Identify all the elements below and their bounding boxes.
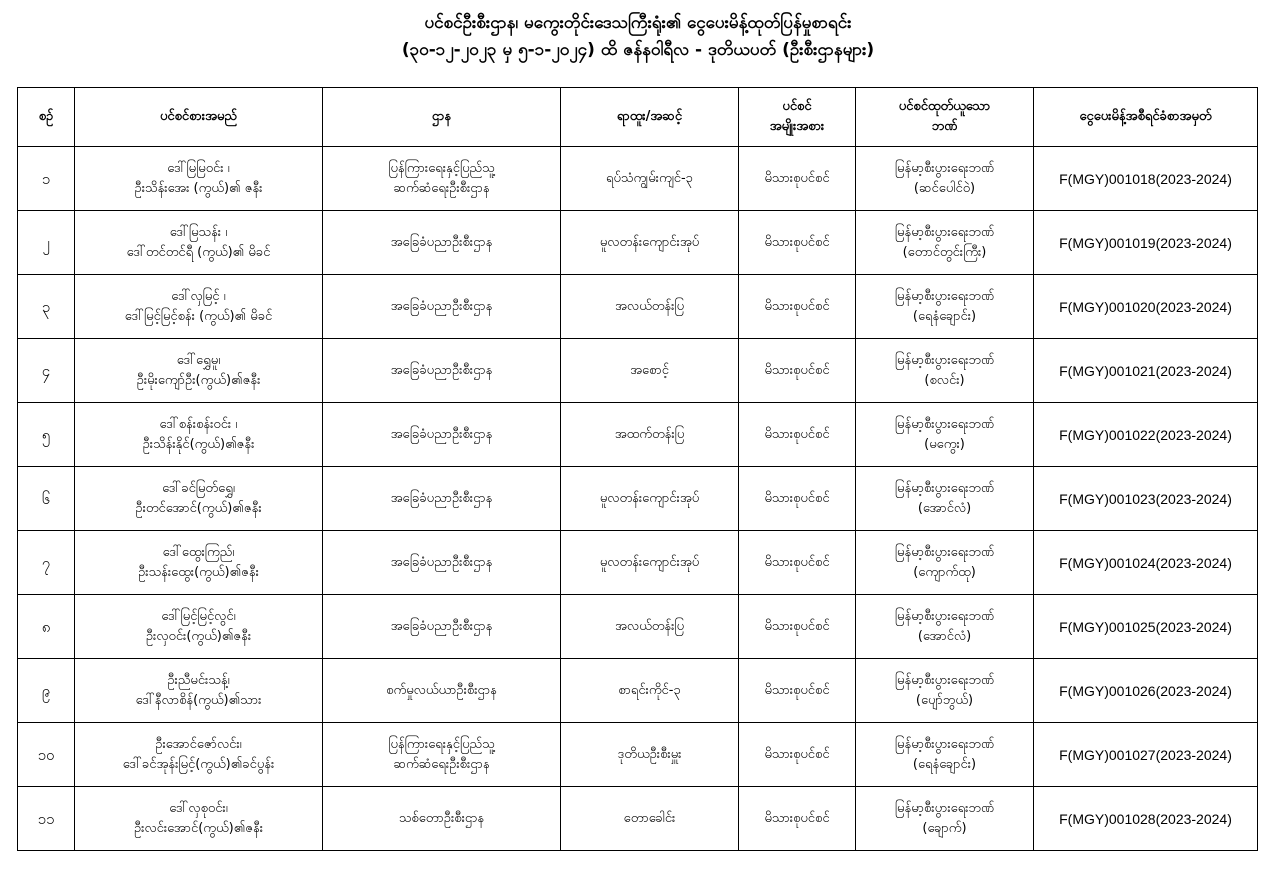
cell-pensioner-name <box>75 147 323 211</box>
department-line1: အခြေခံပညာဦးစီးဌာန <box>390 426 493 442</box>
pensioner-relation: ဦးလင်းအောင်(ကွယ်)၏ဇနီး <box>133 820 264 836</box>
cell-no: ၇ <box>18 531 75 595</box>
cell-no: ၁ <box>18 147 75 211</box>
bank-name: မြန်မာ့စီးပွားရေးဘဏ် <box>894 544 995 560</box>
department-line2: ဆက်ဆံရေးဦးစီးဌာန <box>393 180 490 196</box>
table-row <box>18 403 1258 467</box>
cell-report-number: F(MGY)001022(2023-2024) <box>1034 403 1258 467</box>
cell-bank <box>856 275 1034 339</box>
pensioner-relation: ဒေါ်ခင်အုန်းမြင့်(ကွယ်)၏ခင်ပွန်း <box>122 756 275 772</box>
cell-bank <box>856 659 1034 723</box>
cell-bank <box>856 467 1034 531</box>
col-header-name: ပင်စင်စားအမည် <box>75 88 323 147</box>
cell-pension-type: မိသားစုပင်စင် <box>739 787 856 851</box>
table-row <box>18 275 1258 339</box>
cell-rank: စာရင်းကိုင်-၃ <box>561 659 739 723</box>
bank-branch: (မကွေး) <box>924 436 965 452</box>
cell-pensioner-name <box>75 595 323 659</box>
bank-branch: (ပျော်ဘွယ်) <box>915 692 974 708</box>
cell-bank <box>856 403 1034 467</box>
bank-name: မြန်မာ့စီးပွားရေးဘဏ် <box>894 352 995 368</box>
pensioner-relation: ဦးတင်အောင်(ကွယ်)၏ဇနီး <box>135 500 262 516</box>
bank-name: မြန်မာ့စီးပွားရေးဘဏ် <box>894 224 995 240</box>
table-row <box>18 339 1258 403</box>
cell-report-number: F(MGY)001028(2023-2024) <box>1034 787 1258 851</box>
table-row <box>18 787 1258 851</box>
pensioner-name: ဒေါ်ထွေးကြည်၊ <box>162 544 235 560</box>
cell-bank <box>856 147 1034 211</box>
cell-report-number: F(MGY)001026(2023-2024) <box>1034 659 1258 723</box>
bank-name: မြန်မာ့စီးပွားရေးဘဏ် <box>894 672 995 688</box>
cell-rank: မူလတန်းကျောင်းအုပ် <box>561 211 739 275</box>
bank-branch: (ကျောက်ထု) <box>913 564 976 580</box>
cell-no: ၆ <box>18 467 75 531</box>
bank-name: မြန်မာ့စီးပွားရေးဘဏ် <box>894 416 995 432</box>
table-row <box>18 659 1258 723</box>
cell-pension-type: မိသားစုပင်စင် <box>739 467 856 531</box>
col-header-bank <box>856 88 1034 147</box>
cell-report-number: F(MGY)001023(2023-2024) <box>1034 467 1258 531</box>
cell-department <box>323 275 561 339</box>
cell-no: ၅ <box>18 403 75 467</box>
cell-no: ၉ <box>18 659 75 723</box>
cell-pension-type: မိသားစုပင်စင် <box>739 147 856 211</box>
pensioner-name: ဒေါ်စန်းစန်းဝင်း ၊ <box>159 416 238 432</box>
col-header-pension-type <box>739 88 856 147</box>
cell-department <box>323 595 561 659</box>
pensioner-relation: ဦးသိန်းအေး (ကွယ်)၏ ဇနီး <box>134 180 263 196</box>
cell-bank <box>856 723 1034 787</box>
cell-pensioner-name <box>75 531 323 595</box>
col-header-no: စဉ် <box>18 88 75 147</box>
page-subtitle-date-range: (၃၀-၁၂-၂၀၂၃ မှ ၅-၁-၂၀၂၄) ထိ ဇန်နဝါရီလ - ဒုတိယပတ် (ဦးစီးဌာနများ) <box>401 40 875 60</box>
cell-rank: အလယ်တန်းပြ <box>561 275 739 339</box>
cell-bank <box>856 787 1034 851</box>
pensioner-relation: ဦးသိန်းနိုင်(ကွယ်)၏ဇနီး <box>142 436 255 452</box>
cell-department <box>323 147 561 211</box>
cell-pension-type: မိသားစုပင်စင် <box>739 723 856 787</box>
bank-name: မြန်မာ့စီးပွားရေးဘဏ် <box>894 288 995 304</box>
bank-branch: (အောင်လံ) <box>917 500 972 516</box>
page-title: ပင်စင်ဦးစီးဌာန၊ မကွေးတိုင်းဒေသကြီးရုံး၏ ငွေပေးမိန့်ထုတ်ပြန်မှုစာရင်း <box>424 13 852 33</box>
bank-branch: (ဆင်ပေါင်ဝဲ) <box>913 180 976 196</box>
cell-rank: တောခေါင်း <box>561 787 739 851</box>
page-header <box>0 0 1276 76</box>
cell-report-number: F(MGY)001021(2023-2024) <box>1034 339 1258 403</box>
cell-department <box>323 531 561 595</box>
pensioner-name: ဒေါ်မြမြဝင်း ၊ <box>167 160 230 176</box>
department-line2: ဆက်ဆံရေးဦးစီးဌာန <box>393 756 490 772</box>
cell-no: ၃ <box>18 275 75 339</box>
bank-name: မြန်မာ့စီးပွားရေးဘဏ် <box>894 736 995 752</box>
cell-rank: အစောင့် <box>561 339 739 403</box>
pensioner-relation: ဒေါ်တင်တင်ရီ (ကွယ်)၏ မိခင် <box>126 244 271 260</box>
cell-no: ၁၀ <box>18 723 75 787</box>
cell-report-number: F(MGY)001018(2023-2024) <box>1034 147 1258 211</box>
table-header <box>18 88 1258 147</box>
department-line1: သစ်တောဦးစီးဌာန <box>398 810 485 826</box>
cell-rank: ဒုတိယဦးစီးမှူး <box>561 723 739 787</box>
department-line1: အခြေခံပညာဦးစီးဌာန <box>390 618 493 634</box>
department-line1: အခြေခံပညာဦးစီးဌာန <box>390 298 493 314</box>
pensioner-name: ဒေါ်ခင်မြတ်ရွှေ၊ <box>162 480 235 496</box>
cell-report-number: F(MGY)001019(2023-2024) <box>1034 211 1258 275</box>
bank-name: မြန်မာ့စီးပွားရေးဘဏ် <box>894 160 995 176</box>
cell-bank <box>856 531 1034 595</box>
pensioner-name: ဒေါ်ရွှေမူ၊ <box>176 352 221 368</box>
cell-pensioner-name <box>75 403 323 467</box>
table-row <box>18 467 1258 531</box>
col-header-rank: ရာထူး/အဆင့် <box>561 88 739 147</box>
cell-pensioner-name <box>75 787 323 851</box>
table-row <box>18 211 1258 275</box>
cell-rank: ရပ်သံကျွမ်းကျင်-၃ <box>561 147 739 211</box>
cell-department <box>323 467 561 531</box>
pensioner-relation: ဦးလှဝင်း(ကွယ်)၏ဇနီး <box>145 628 252 644</box>
pensioner-name: ဒေါ်လှစုဝင်း၊ <box>169 800 228 816</box>
pensioner-relation: ဦးမိုးကျော်ဦး(ကွယ်)၏ဇနီး <box>136 372 261 388</box>
bank-branch: (အောင်လံ) <box>917 628 972 644</box>
department-line1: အခြေခံပညာဦးစီးဌာန <box>390 234 493 250</box>
cell-pension-type: မိသားစုပင်စင် <box>739 403 856 467</box>
cell-pension-type: မိသားစုပင်စင် <box>739 531 856 595</box>
cell-rank: အလယ်တန်းပြ <box>561 595 739 659</box>
pensioner-name: ဒေါ်မြင့်မြင့်လွင်၊ <box>161 608 236 624</box>
col-header-bank-line2: ဘဏ် <box>931 119 958 134</box>
department-line1: ပြန်ကြားရေးနှင့်ပြည်သူ့ <box>388 736 495 752</box>
table-row <box>18 595 1258 659</box>
bank-branch: (စလင်း) <box>924 372 965 388</box>
cell-department <box>323 787 561 851</box>
pensioner-name: ဒေါ်လှမြင့် ၊ <box>171 288 226 304</box>
pensioner-name: ဦးအောင်ဇော်လင်း၊ <box>155 736 242 752</box>
cell-no: ၂ <box>18 211 75 275</box>
pension-list-table <box>17 87 1258 851</box>
cell-department <box>323 211 561 275</box>
bank-branch: (ရေနံချောင်း) <box>912 308 977 324</box>
col-header-pension-type-line2: အမျိုးအစား <box>769 119 825 134</box>
cell-pensioner-name <box>75 211 323 275</box>
cell-pension-type: မိသားစုပင်စင် <box>739 595 856 659</box>
cell-department <box>323 723 561 787</box>
bank-name: မြန်မာ့စီးပွားရေးဘဏ် <box>894 608 995 624</box>
cell-report-number: F(MGY)001027(2023-2024) <box>1034 723 1258 787</box>
bank-name: မြန်မာ့စီးပွားရေးဘဏ် <box>894 480 995 496</box>
cell-report-number: F(MGY)001020(2023-2024) <box>1034 275 1258 339</box>
cell-pension-type: မိသားစုပင်စင် <box>739 339 856 403</box>
department-line1: အခြေခံပညာဦးစီးဌာန <box>390 362 493 378</box>
cell-no: ၈ <box>18 595 75 659</box>
cell-pensioner-name <box>75 275 323 339</box>
cell-pension-type: မိသားစုပင်စင် <box>739 211 856 275</box>
department-line1: အခြေခံပညာဦးစီးဌာန <box>390 490 493 506</box>
department-line1: စက်မှုလယ်ယာဦးစီးဌာန <box>386 682 497 698</box>
col-header-pension-type-line1: ပင်စင် <box>782 99 812 114</box>
table-row <box>18 531 1258 595</box>
col-header-department: ဌာန <box>323 88 561 147</box>
cell-bank <box>856 595 1034 659</box>
cell-pension-type: မိသားစုပင်စင် <box>739 659 856 723</box>
cell-rank: မူလတန်းကျောင်းအုပ် <box>561 531 739 595</box>
cell-report-number: F(MGY)001025(2023-2024) <box>1034 595 1258 659</box>
col-header-bank-line1: ပင်စင်ထုတ်ယူသော <box>898 99 991 114</box>
cell-rank: အထက်တန်းပြ <box>561 403 739 467</box>
pensioner-relation: ဒေါ်မြင့်မြင့်စန်း (ကွယ်)၏ မိခင် <box>124 308 273 324</box>
cell-report-number: F(MGY)001024(2023-2024) <box>1034 531 1258 595</box>
cell-rank: မူလတန်းကျောင်းအုပ် <box>561 467 739 531</box>
cell-department <box>323 403 561 467</box>
cell-no: ၄ <box>18 339 75 403</box>
cell-pension-type: မိသားစုပင်စင် <box>739 275 856 339</box>
table-row <box>18 147 1258 211</box>
pensioner-relation: ဦးသန်းထွေး(ကွယ်)၏ဇနီး <box>138 564 259 580</box>
cell-bank <box>856 339 1034 403</box>
header-row <box>18 88 1258 147</box>
department-line1: ပြန်ကြားရေးနှင့်ပြည်သူ့ <box>388 160 495 176</box>
cell-pensioner-name <box>75 467 323 531</box>
cell-pensioner-name <box>75 339 323 403</box>
pensioner-relation: ဒေါ်နီလာစိန်(ကွယ်)၏သား <box>135 692 262 708</box>
col-header-report-number: ငွေပေးမိန့်အစီရင်ခံစာအမှတ် <box>1034 88 1258 147</box>
bank-branch: (တောင်တွင်းကြီး) <box>902 244 987 260</box>
table-body <box>18 147 1258 851</box>
pensioner-name: ဦးညီမင်းသန့်၊ <box>167 672 230 688</box>
pensioner-name: ဒေါ်မြသန်း ၊ <box>169 224 228 240</box>
cell-department <box>323 659 561 723</box>
cell-pensioner-name <box>75 723 323 787</box>
bank-branch: (ရေနံချောင်း) <box>912 756 977 772</box>
cell-pensioner-name <box>75 659 323 723</box>
department-line1: အခြေခံပညာဦးစီးဌာန <box>390 554 493 570</box>
bank-branch: (ချောက်) <box>922 820 967 836</box>
table-row <box>18 723 1258 787</box>
cell-bank <box>856 211 1034 275</box>
bank-name: မြန်မာ့စီးပွားရေးဘဏ် <box>894 800 995 816</box>
cell-no: ၁၁ <box>18 787 75 851</box>
cell-department <box>323 339 561 403</box>
